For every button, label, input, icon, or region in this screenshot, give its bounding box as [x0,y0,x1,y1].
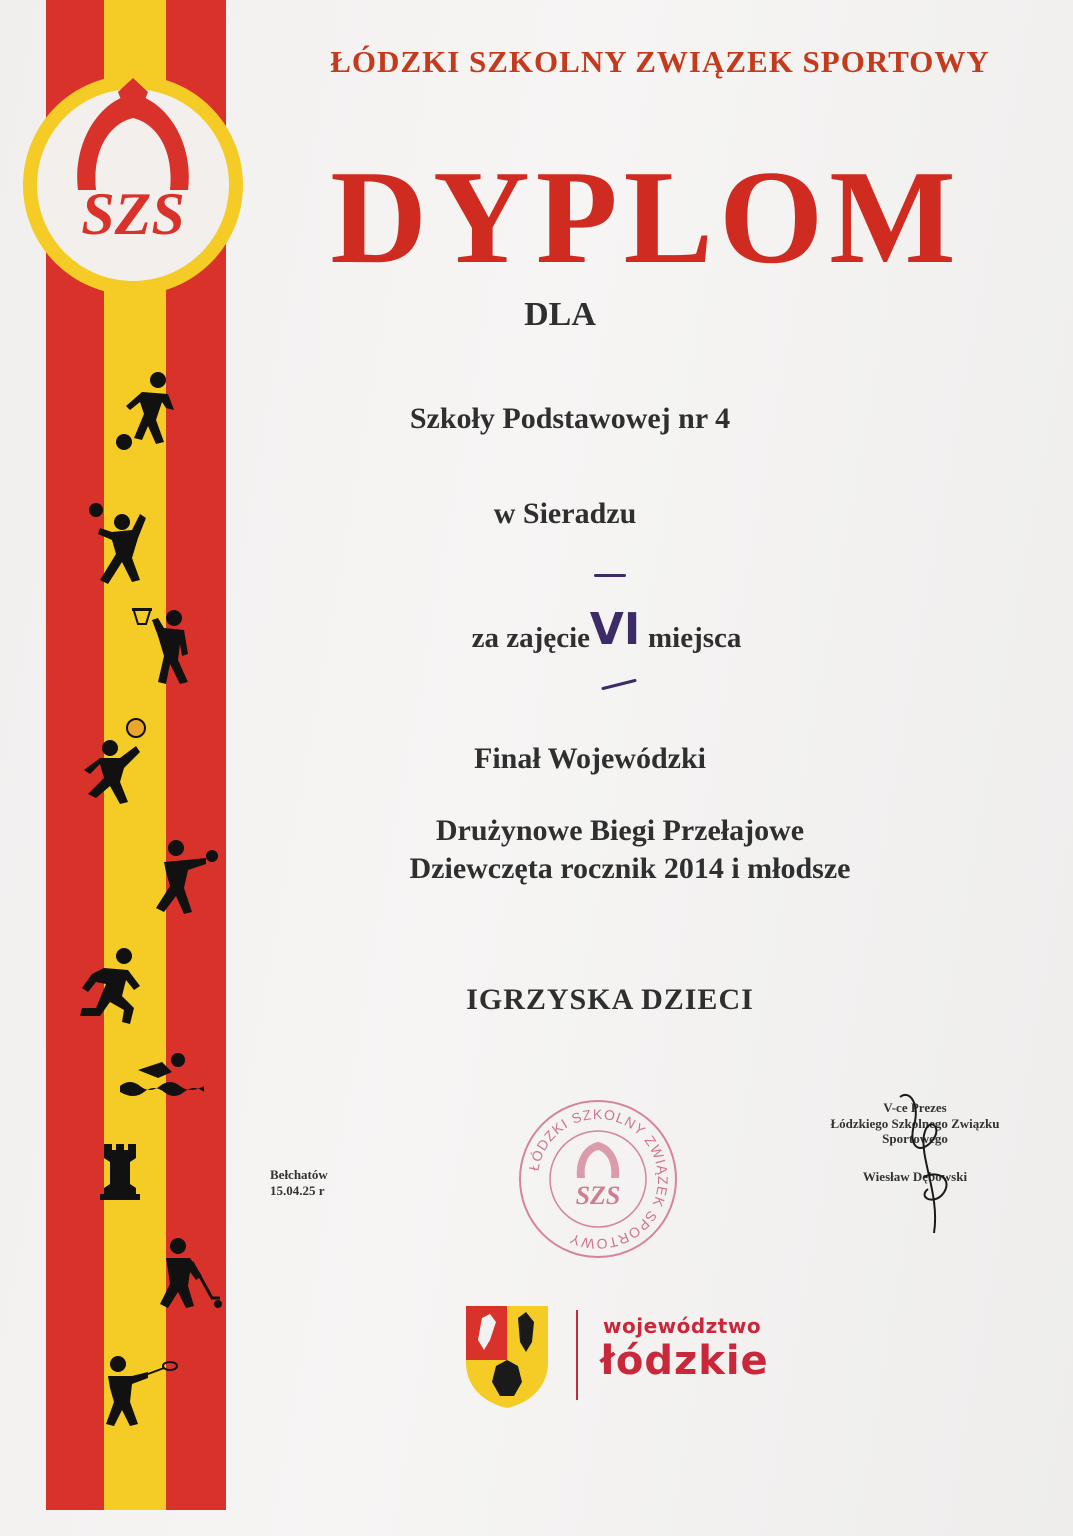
games-name: IGRZYSKA DZIECI [466,983,754,1016]
bowling-player-icon [150,836,220,916]
organization-stamp [517,1098,679,1260]
placement-prefix: za zajęcie [471,622,590,654]
region-brand-line2: łódzkie [600,1338,769,1384]
issue-date: 15.04.25 r [270,1182,325,1198]
region-brand-line1: województwo [603,1314,762,1338]
handwritten-mark-bottom [601,679,637,691]
recipient-city: w Sieradzu [493,497,637,530]
event-category: Dziewczęta rocznik 2014 i młodsze [409,852,851,885]
signatory-title-line2: Łódzkiego Szkolnego Związku [830,1115,1000,1131]
chess-rook-icon [100,1144,140,1200]
basketball-player-icon [128,600,200,684]
volleyball-player-icon [80,718,150,810]
svg-text:ŁÓDZKI SZKOLNY ZWIĄZEK SPORTOW [526,1106,672,1252]
badminton-player-icon [98,1354,178,1428]
for-label: DLA [524,296,596,333]
recipient-school: Szkoły Podstawowej nr 4 [409,402,731,435]
issue-place-date [270,1167,380,1198]
handwritten-mark-top [594,574,626,577]
hockey-player-icon [148,1236,224,1310]
football-player-icon [112,370,186,452]
handwritten-signature [880,1085,1000,1235]
handball-player-icon [82,500,152,586]
placement-suffix: miejsca [648,622,742,654]
competition-level: Finał Wojewódzki [474,742,706,775]
signatory-title-line3: Sportowego [882,1131,948,1147]
signatory-name: Wiesław Dębowski [862,1168,968,1184]
stamp-ring-text: ŁÓDZKI SZKOLNY ZWIĄZEK SPORTOWY [525,1105,672,1253]
szs-logo-text: SZS [81,181,185,247]
event-name: Drużynowe Biegi Przełajowe [435,814,805,847]
swimmer-icon [118,1050,206,1096]
diploma-title: DYPLOM [330,143,962,291]
runner-icon [76,946,150,1026]
szs-logo [20,72,246,298]
organization-name: ŁÓDZKI SZKOLNY ZWIĄZEK SPORTOWY [330,44,990,79]
placement-value: VI [589,604,641,655]
signatory-title-line1: V-ce Prezes [883,1100,947,1115]
stamp-center-text: SZS [575,1181,621,1210]
issue-place: Bełchatów [270,1167,328,1182]
